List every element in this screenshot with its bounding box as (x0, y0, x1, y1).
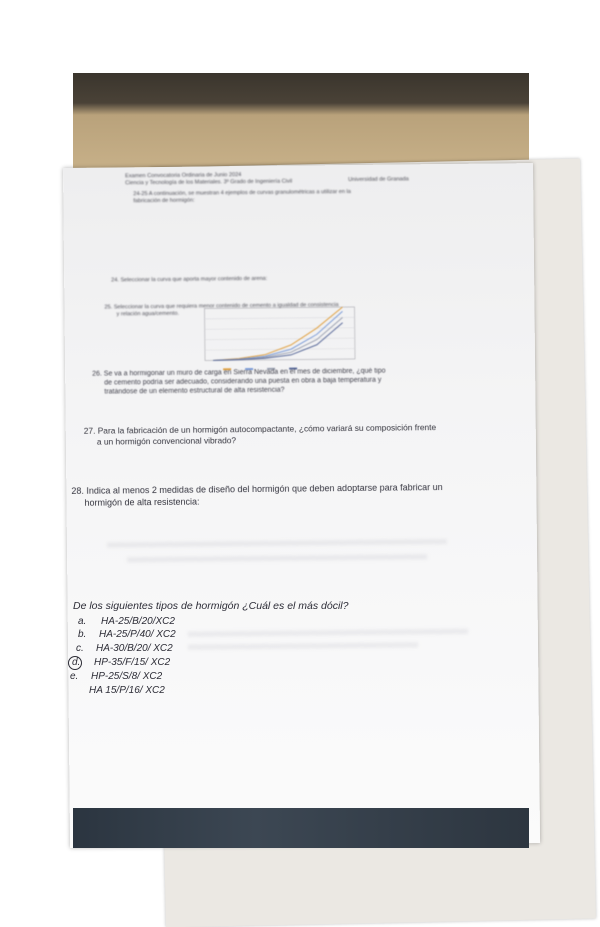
question-26-line-3: tratándose de un elemento estructural de alta resistencia? (104, 386, 285, 396)
header-right: Universidad de Granada (348, 176, 409, 184)
question-26-line-2: de cemento podría ser adecuado, considerando una puesta en obra a baja temperatura y (104, 376, 382, 387)
question-27-line-1: 27. Para la fabricación de un hormigón autocompactante, ¿cómo variará su composición frente (83, 422, 437, 436)
question-29: De los siguientes tipos de hormigón ¿Cuál es el más dócil? (73, 600, 349, 612)
option-c: HA-30/B/20/ XC2 (96, 643, 173, 654)
option-a: HA-25/B/20/XC2 (101, 616, 175, 627)
chart-gridline (205, 328, 355, 330)
question-28-line-1: 28. Indica al menos 2 medidas de diseño del hormigón que deben adoptarse para fabricar un (71, 482, 443, 496)
exam-photo (70, 73, 529, 848)
faded-text-shadow (107, 539, 447, 548)
option-d: HP-35/F/15/ XC2 (94, 657, 171, 668)
intro-line-2: fabricación de hormigón: (133, 197, 195, 205)
question-25-line-2: y relación agua/cemento. (116, 310, 180, 318)
option-b-letter: b. (78, 629, 87, 640)
option-a-letter: a. (78, 616, 87, 627)
option-e-letter: e. (70, 671, 79, 682)
question-27-line-2: a un hormigón convencional vibrado? (96, 435, 237, 447)
intro-line-1: 24-25 A continuación, se muestran 4 ejemplos de curvas granulométricas a utilizar en la (133, 188, 351, 198)
header-left-2: Ciencia y Tecnología de los Materiales. 3º Grado de Ingeniería Civil (125, 178, 293, 187)
chart-gridline (205, 317, 355, 319)
question-28-line-2: hormigón de alta resistencia: (84, 496, 200, 508)
faded-text-shadow (188, 642, 418, 649)
option-b: HA-25/P/40/ XC2 (99, 629, 176, 640)
faded-text-shadow (127, 554, 427, 562)
question-24: 24. Seleccionar la curva que aporta mayor contenido de arena: (111, 275, 268, 284)
question-25-line-1: 25. Seleccionar la curva que requiera menor contenido de cemento a igualdad de consistencia (104, 302, 339, 311)
exam-sheet (63, 163, 540, 848)
chart-gridline (205, 338, 355, 340)
background-floor (73, 808, 529, 848)
question-26-line-1: 26. Se va a hormigonar un muro de carga en Sierra Nevada en el mes de diciembre, ¿qué tipo (92, 367, 386, 378)
option-f: HA 15/P/16/ XC2 (89, 685, 165, 696)
faded-text-shadow (188, 629, 468, 637)
header-left-1: Examen Convocatoria Ordinaria de Junio 2024 (125, 172, 242, 180)
option-d-letter: d. (72, 657, 81, 668)
option-e: HP-25/S/8/ XC2 (91, 671, 163, 682)
option-c-letter: c. (76, 643, 84, 654)
granulometric-chart (192, 303, 363, 377)
